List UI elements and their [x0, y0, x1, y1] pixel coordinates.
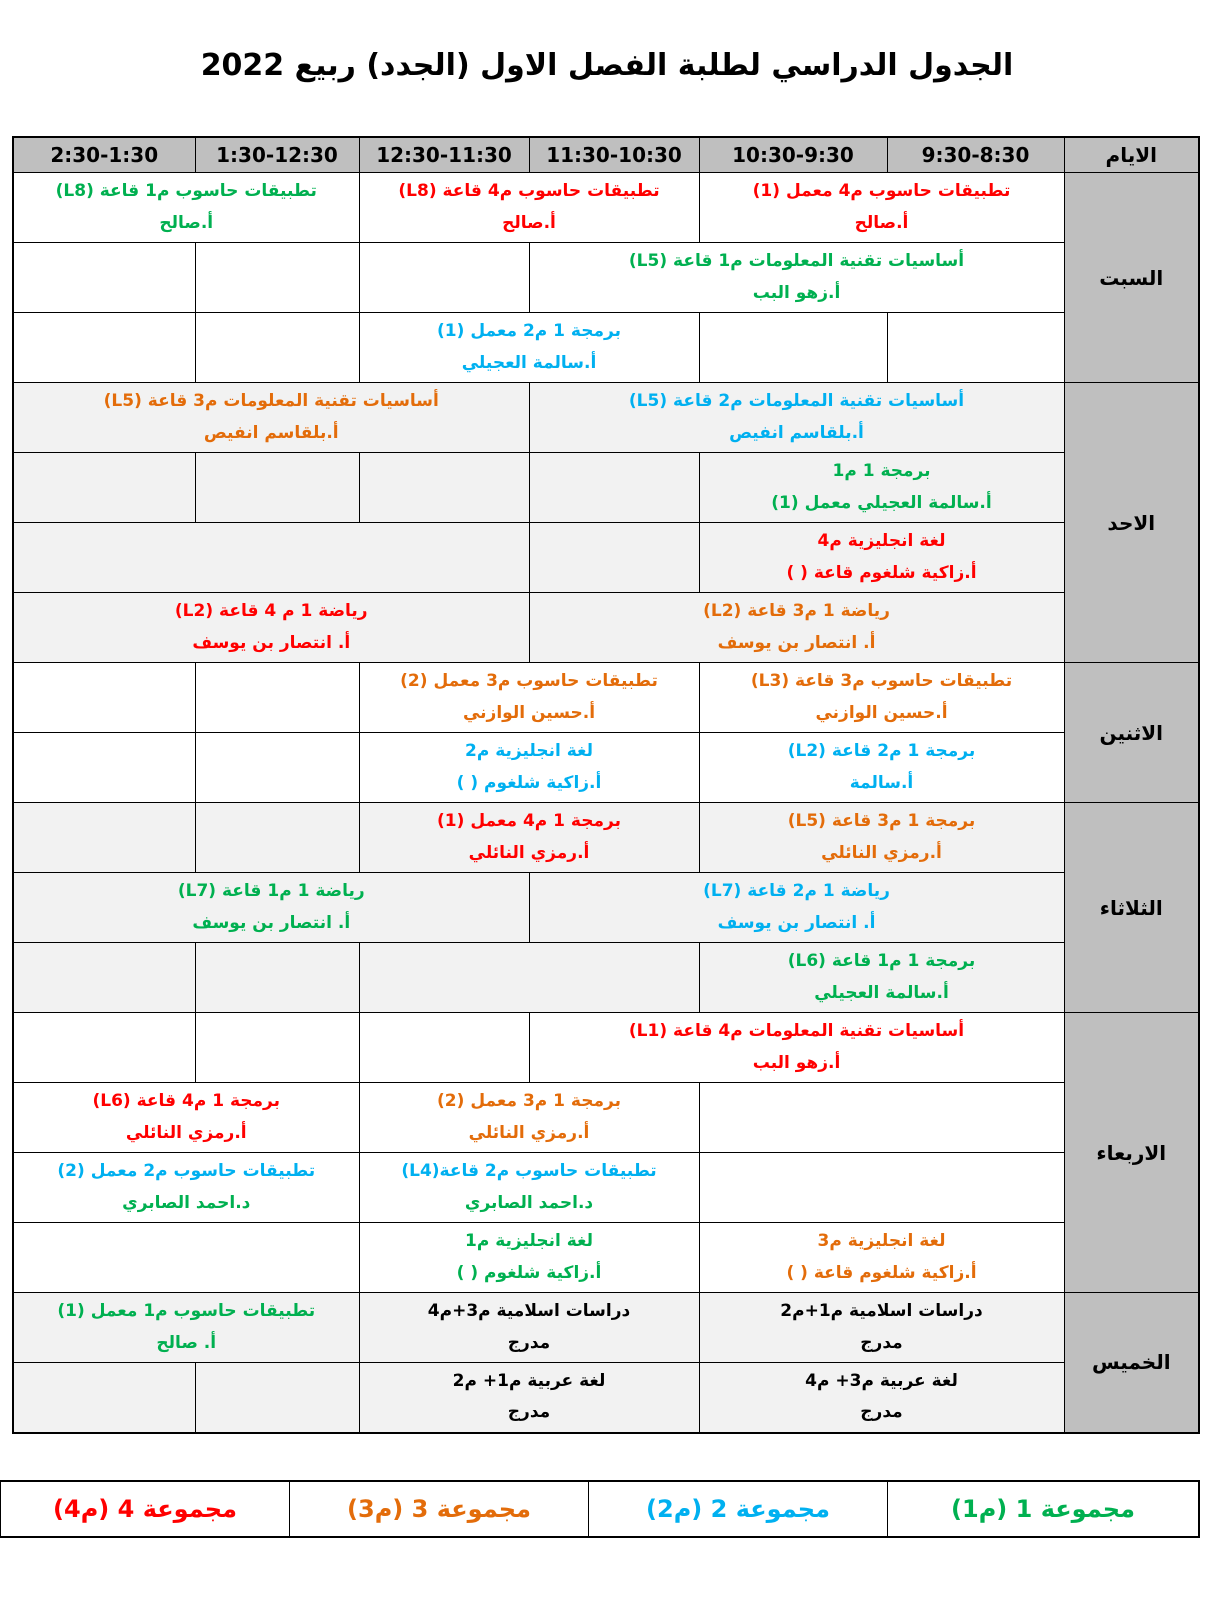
course-title: أساسيات تقنية المعلومات م2 قاعة (L5)	[628, 391, 965, 412]
course-title: لغة انجليزية م1	[464, 1231, 594, 1252]
day-cell: الاثنين	[1064, 663, 1199, 803]
course-cell	[529, 1013, 1064, 1083]
day-cell: السبت	[1064, 173, 1199, 383]
schedule-row	[13, 663, 1199, 733]
course-title: برمجة 1 م2 قاعة (L2)	[787, 741, 976, 762]
course-cell	[529, 593, 1064, 663]
course-cell	[699, 803, 1064, 873]
course-cell	[359, 1153, 699, 1223]
course-instructor: أ.صالح	[159, 212, 214, 233]
course-cell	[529, 383, 1064, 453]
course-title: تطبيقات حاسوب م4 معمل (1)	[752, 181, 1011, 202]
days-header: الايام	[1064, 137, 1199, 173]
course-instructor: أ.سالمة العجيلي	[814, 982, 949, 1003]
course-instructor: أ.رمزي النائلي	[821, 842, 942, 863]
empty-cell	[699, 1083, 1064, 1153]
course-instructor: أ.سالمة العجيلي	[461, 352, 597, 373]
empty-cell	[529, 453, 699, 523]
empty-cell	[359, 1013, 529, 1083]
course-cell	[13, 593, 529, 663]
legend-cell: مجموعة 4 (م4)	[0, 1481, 290, 1537]
course-instructor: أ.صالح	[502, 212, 556, 233]
course-title: أساسيات تقنية المعلومات م4 قاعة (L1)	[628, 1021, 965, 1042]
course-instructor: أ. انتصار بن يوسف	[192, 912, 351, 933]
schedule-row	[13, 803, 1199, 873]
course-title: لغة انجليزية م2	[464, 741, 594, 762]
course-cell	[359, 313, 699, 383]
course-instructor: أ.زهو البب	[752, 1052, 841, 1073]
course-title: برمجة 1 م3 قاعة (L5)	[787, 811, 976, 832]
course-title: برمجة 1 م4 معمل (1)	[437, 811, 621, 832]
course-title: برمجة 1 م4 قاعة (L6)	[92, 1091, 281, 1112]
schedule-row	[13, 313, 1199, 383]
course-title: تطبيقات حاسوب م1 معمل (1)	[57, 1301, 316, 1322]
course-cell	[699, 733, 1064, 803]
course-title: رياضة 1 م1 قاعة (L7)	[177, 881, 365, 902]
course-title: برمجة 1 م1 قاعة (L6)	[787, 951, 976, 972]
course-title: برمجة 1 م2 معمل (1)	[437, 321, 621, 342]
empty-cell	[195, 943, 359, 1013]
day-cell: الثلاثاء	[1064, 803, 1199, 1013]
schedule-row	[13, 1223, 1199, 1293]
course-cell	[13, 1293, 359, 1363]
empty-cell	[13, 243, 195, 313]
empty-cell	[195, 243, 359, 313]
empty-cell	[13, 803, 195, 873]
schedule-row	[13, 1363, 1199, 1433]
course-cell	[359, 733, 699, 803]
day-cell: الاربعاء	[1064, 1013, 1199, 1293]
course-instructor: مدرج	[860, 1402, 903, 1423]
legend-cell: مجموعة 3 (م3)	[290, 1481, 589, 1537]
course-instructor: أ.رمزي النائلي	[468, 1122, 590, 1143]
course-title: دراسات اسلامية م1+م2	[780, 1301, 983, 1322]
course-instructor: مدرج	[507, 1402, 551, 1423]
time-header: 11:30-10:30	[529, 137, 699, 173]
course-title: دراسات اسلامية م3+م4	[427, 1301, 631, 1322]
course-title: برمجة 1 م1	[832, 461, 931, 482]
empty-cell	[195, 663, 359, 733]
course-cell	[699, 173, 1064, 243]
course-title: رياضة 1 م3 قاعة (L2)	[703, 601, 890, 622]
course-cell	[699, 943, 1064, 1013]
course-instructor: أ.رمزي النائلي	[468, 842, 590, 863]
course-title: تطبيقات حاسوب م3 قاعة (L3)	[750, 671, 1013, 692]
course-title: تطبيقات حاسوب م2 معمل (2)	[57, 1161, 316, 1182]
course-cell	[699, 1363, 1064, 1433]
course-cell	[529, 873, 1064, 943]
schedule-table	[12, 136, 1200, 1434]
course-instructor: أ. انتصار بن يوسف	[192, 632, 351, 653]
course-instructor: مدرج	[860, 1332, 903, 1353]
course-instructor: أ.بلقاسم انفيص	[203, 422, 339, 443]
course-cell	[359, 173, 699, 243]
course-title: لغة عربية م1+ م2	[452, 1370, 606, 1391]
empty-cell	[359, 243, 529, 313]
empty-cell	[699, 1153, 1064, 1223]
course-instructor: أ.زاكية شلغوم ( )	[456, 1262, 602, 1283]
course-title: أساسيات تقنية المعلومات م1 قاعة (L5)	[628, 251, 965, 272]
empty-cell	[195, 1013, 359, 1083]
course-title: رياضة 1 م2 قاعة (L7)	[703, 881, 890, 902]
empty-cell	[13, 943, 195, 1013]
course-title: تطبيقات حاسوب م1 قاعة (L8)	[55, 181, 317, 202]
course-instructor: أ.زاكية شلغوم قاعة ( )	[786, 1262, 977, 1283]
schedule-row	[13, 873, 1199, 943]
course-cell	[13, 1153, 359, 1223]
course-instructor: أ.زاكية شلغوم قاعة ( )	[786, 562, 977, 583]
course-instructor: د.احمد الصابري	[122, 1192, 251, 1213]
empty-cell	[13, 663, 195, 733]
course-instructor: أ. صالح	[156, 1332, 217, 1353]
course-instructor: أ.بلقاسم انفيص	[729, 422, 864, 443]
empty-cell	[13, 1363, 195, 1433]
schedule-row	[13, 943, 1199, 1013]
schedule-row	[13, 1083, 1199, 1153]
empty-cell	[13, 523, 529, 593]
page-title: الجدول الدراسي لطلبة الفصل الاول (الجدد) ربيع 2022	[200, 48, 1014, 83]
course-title: برمجة 1 م3 معمل (2)	[437, 1091, 621, 1112]
course-cell	[13, 873, 529, 943]
course-cell	[359, 1293, 699, 1363]
schedule-row	[13, 383, 1199, 453]
schedule-row	[13, 523, 1199, 593]
course-title: تطبيقات حاسوب م2 قاعة(L4)	[401, 1161, 657, 1182]
course-cell	[359, 803, 699, 873]
empty-cell	[887, 313, 1064, 383]
course-title: لغة انجليزية م4	[817, 531, 946, 552]
course-cell	[699, 523, 1064, 593]
course-title: لغة انجليزية م3	[817, 1231, 946, 1252]
empty-cell	[13, 1013, 195, 1083]
course-instructor: أ.زهو البب	[752, 282, 841, 303]
course-title: أساسيات تقنية المعلومات م3 قاعة (L5)	[103, 391, 439, 412]
time-header: 9:30-8:30	[887, 137, 1064, 173]
legend-cell: مجموعة 1 (م1)	[888, 1481, 1200, 1537]
course-instructor: أ.سالمة العجيلي معمل (1)	[771, 492, 992, 513]
time-header: 12:30-11:30	[359, 137, 529, 173]
time-header: 2:30-1:30	[13, 137, 195, 173]
course-instructor: أ.حسين الوازني	[815, 702, 948, 723]
course-instructor: أ.حسين الوازني	[462, 702, 596, 723]
course-instructor: مدرج	[507, 1332, 551, 1353]
legend-table	[0, 1480, 1200, 1538]
header-row	[13, 137, 1199, 173]
time-header: 10:30-9:30	[699, 137, 887, 173]
course-cell	[13, 173, 359, 243]
course-cell	[699, 1223, 1064, 1293]
course-cell	[359, 1223, 699, 1293]
course-instructor: د.احمد الصابري	[464, 1192, 594, 1213]
course-cell	[13, 383, 529, 453]
course-cell	[699, 663, 1064, 733]
course-title: تطبيقات حاسوب م4 قاعة (L8)	[398, 181, 660, 202]
schedule-row	[13, 243, 1199, 313]
course-instructor: أ. انتصار بن يوسف	[717, 632, 876, 653]
course-title: لغة عربية م3+ م4	[805, 1370, 958, 1391]
empty-cell	[195, 1363, 359, 1433]
course-cell	[699, 1293, 1064, 1363]
empty-cell	[359, 453, 529, 523]
schedule-row	[13, 453, 1199, 523]
empty-cell	[699, 313, 887, 383]
empty-cell	[195, 803, 359, 873]
course-cell	[359, 1083, 699, 1153]
course-title: تطبيقات حاسوب م3 معمل (2)	[400, 671, 658, 692]
empty-cell	[359, 943, 699, 1013]
day-cell: الاحد	[1064, 383, 1199, 663]
schedule-row	[13, 173, 1199, 243]
schedule-row	[13, 1153, 1199, 1223]
course-title: رياضة 1 م 4 قاعة (L2)	[174, 601, 368, 622]
course-cell	[359, 1363, 699, 1433]
course-instructor: أ.صالح	[854, 212, 909, 233]
time-header: 1:30-12:30	[195, 137, 359, 173]
schedule-row	[13, 733, 1199, 803]
course-instructor: أ. انتصار بن يوسف	[717, 912, 876, 933]
empty-cell	[13, 733, 195, 803]
course-cell	[359, 663, 699, 733]
legend-row	[0, 1481, 1199, 1537]
course-instructor: أ.سالمة	[849, 772, 914, 793]
empty-cell	[195, 453, 359, 523]
course-cell	[699, 453, 1064, 523]
schedule-row	[13, 1293, 1199, 1363]
course-instructor: أ.رمزي النائلي	[125, 1122, 247, 1143]
empty-cell	[13, 1223, 359, 1293]
legend-cell: مجموعة 2 (م2)	[589, 1481, 888, 1537]
schedule-row	[13, 1013, 1199, 1083]
empty-cell	[195, 313, 359, 383]
empty-cell	[529, 523, 699, 593]
schedule-body	[13, 173, 1199, 1433]
schedule-row	[13, 593, 1199, 663]
empty-cell	[195, 733, 359, 803]
course-cell	[13, 1083, 359, 1153]
empty-cell	[13, 453, 195, 523]
course-cell	[529, 243, 1064, 313]
empty-cell	[13, 313, 195, 383]
day-cell: الخميس	[1064, 1293, 1199, 1433]
course-instructor: أ.زاكية شلغوم ( )	[456, 772, 602, 793]
